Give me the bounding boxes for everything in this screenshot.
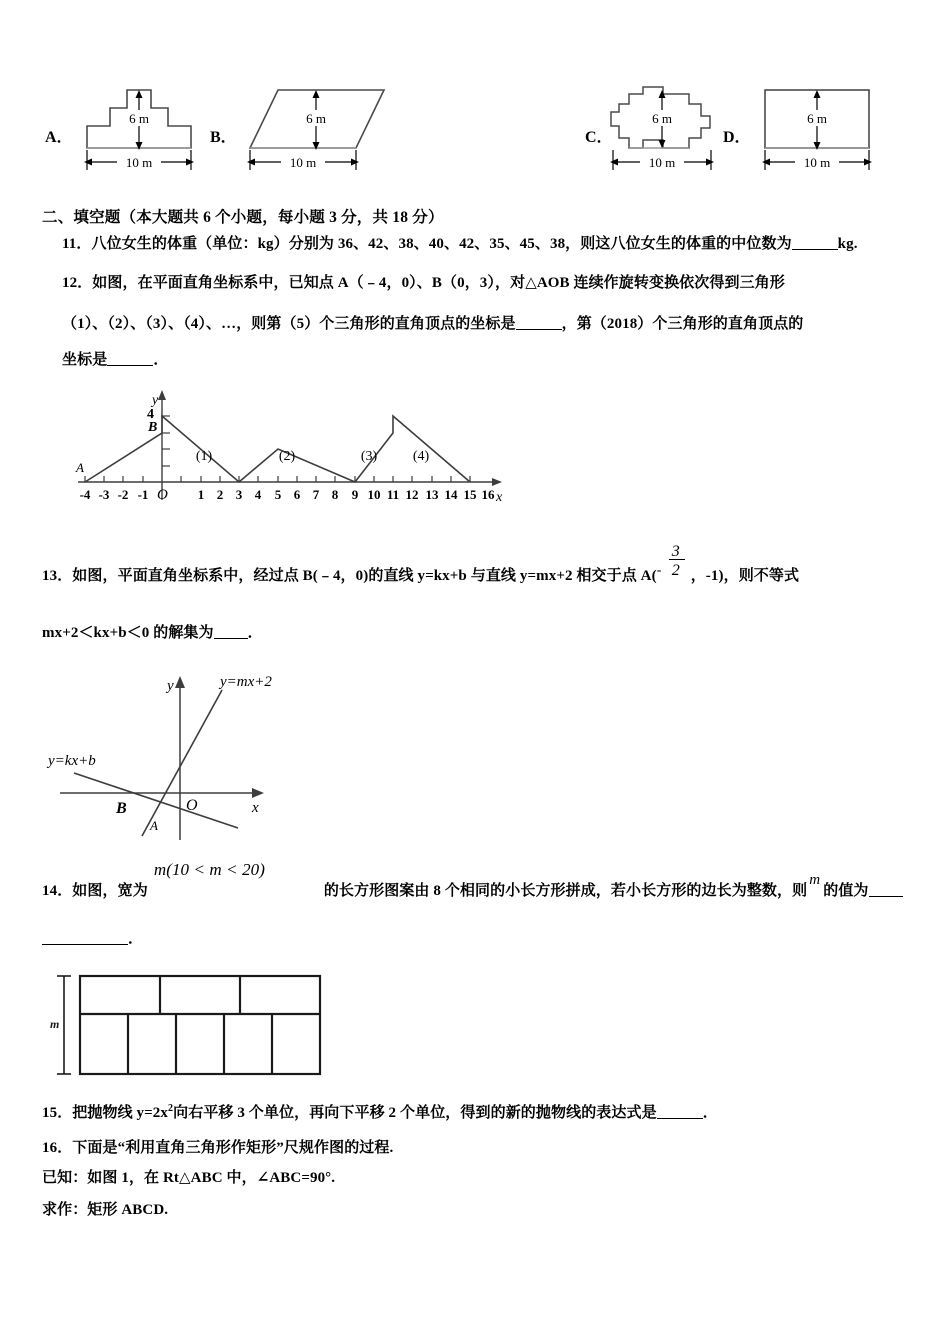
figure-q13-two-lines [34, 658, 334, 854]
q14-text-a: 14．如图，宽为 [42, 883, 148, 899]
q15-exponent: 2 [168, 1103, 174, 1114]
figure-choice-d [751, 78, 886, 178]
q12-xtick-15: 15 [463, 487, 477, 502]
dim-width-label-c: 10 m [648, 155, 676, 170]
q13-x-axis-label: x [252, 800, 259, 816]
q12-region-label-4: (4) [412, 449, 430, 464]
question-13-line-1 [42, 543, 800, 587]
q13-series-label-kxb: y=kx+b [48, 753, 96, 769]
q12-answer-blank-2[interactable] [107, 351, 153, 366]
q12-line2-text-a: （1）、（2）、（3）、（4）、…，则第（5）个三角形的直角顶点的坐标是 [62, 316, 516, 332]
q14-condition-expression: m(10 < m < 20) [153, 860, 266, 879]
choice-letter-c: C． [585, 129, 613, 146]
q12-y-axis-label: y [152, 393, 159, 408]
question-14-line-1 [42, 860, 903, 902]
q13-point-B-label: B [116, 800, 127, 817]
question-12-line-2 [62, 313, 803, 335]
dim-height-label-b: 6 m [306, 111, 326, 126]
section-heading-fill-in-blank: 二、填空题（本大题共 6 个小题，每小题 3 分，共 18 分） [42, 209, 444, 226]
figure-choice-c [607, 78, 725, 178]
q12-origin-label: O [157, 487, 168, 503]
question-12-line-3 [62, 349, 168, 371]
q13-line-y-equals-mx-plus-2 [142, 690, 222, 836]
q12-region-label-2: (2) [278, 449, 296, 464]
question-16-line-2: 已知：如图 1，在 Rt△ABC 中，∠ABC=90°. [42, 1170, 336, 1186]
q12-region-label-3: (3) [360, 449, 378, 464]
choice-letter-a: A． [45, 129, 73, 146]
q12-xtick--3: -3 [98, 487, 110, 502]
q14-width-condition [148, 860, 324, 895]
q12-point-A-label: A [76, 460, 84, 475]
figure-q14-tiled-rectangle [42, 968, 332, 1086]
q15-text-b: 向右平移 3 个单位，再向下平移 2 个单位，得到的新的抛物线的表达式是 [173, 1105, 657, 1121]
question-11 [62, 233, 858, 255]
q13-series-label-mx2: y=mx+2 [220, 674, 272, 690]
q12-x-axis-label: x [496, 490, 503, 505]
dim-width-label-a: 10 m [125, 155, 153, 170]
question-16-line-1: 16．下面是“利用直角三角形作矩形”尺规作图的过程. [42, 1140, 394, 1156]
q12-xtick-12: 12 [405, 487, 419, 502]
figure-q12-rotation-triangles [44, 382, 504, 514]
q14-m-symbol-wrap [807, 872, 823, 895]
dim-height-label-a: 6 m [129, 111, 149, 126]
q14-height-label: m [50, 1017, 60, 1031]
choice-letter-d: D． [723, 129, 751, 146]
figure-choice-b [238, 78, 393, 178]
choice-option-b[interactable] [210, 78, 400, 188]
q12-point-B-label: B [148, 420, 158, 435]
q14-answer-blank-inline[interactable] [869, 882, 903, 897]
q13-fraction-neg-three-halves [656, 543, 691, 581]
question-14-line-2 [42, 928, 143, 950]
q13-text-a: 13．如图，平面直角坐标系中，经过点 B(﹣4，0)的直线 y=kx+b 与直线 y=mx+2 相交于点 A( [42, 568, 657, 584]
q12-xtick-16: 16 [481, 487, 495, 502]
q11-text: 11．八位女生的体重（单位：kg）分别为 36、42、38、40、42、35、45、38，则这八位女生的体重的中位数为 [62, 236, 792, 252]
q12-xtick-14: 14 [444, 487, 458, 502]
q12-xtick-4: 4 [254, 487, 262, 502]
q13-frac-numerator: 3 [671, 543, 680, 560]
question-12-line-1: 12．如图，在平面直角坐标系中，已知点 A（﹣4，0）、B（0，3），对△AOB 连续作旋转变换依次得到三角形 [62, 275, 785, 291]
choice-options-row [0, 78, 950, 188]
q12-region-label-1: (1) [195, 449, 213, 464]
choice-option-a[interactable] [45, 78, 205, 188]
q12-ytick-4: 4 [147, 407, 154, 422]
q12-xtick--2: -2 [117, 487, 129, 502]
q11-answer-blank[interactable] [792, 235, 838, 250]
choice-letter-b: B． [210, 129, 237, 146]
q13-frac-denominator: 2 [671, 562, 680, 579]
q13-answer-blank[interactable] [214, 624, 248, 639]
dim-width-label-b: 10 m [289, 155, 317, 170]
q12-xtick-5: 5 [274, 487, 282, 502]
q12-xtick--1: -1 [137, 487, 149, 502]
q12-line3-period: ． [153, 352, 169, 368]
q14-period: ． [128, 931, 144, 947]
q14-answer-blank[interactable] [42, 930, 128, 945]
q12-xtick-2: 2 [216, 487, 224, 502]
q13-frac-minus: - [656, 563, 662, 578]
q15-text-a: 15．把抛物线 y=2x [42, 1105, 168, 1121]
q12-xtick-11: 11 [386, 487, 400, 502]
q12-line3-text: 坐标是 [62, 352, 108, 368]
q14-m-symbol: m [809, 872, 821, 888]
q12-xtick-1: 1 [197, 487, 205, 502]
dim-height-label-d: 6 m [807, 111, 827, 126]
q13-origin-label: O [186, 797, 198, 814]
q13-y-axis-label: y [167, 678, 174, 694]
q12-xtick-8: 8 [331, 487, 339, 502]
choice-option-c[interactable] [585, 78, 725, 188]
question-16-line-3: 求作：矩形 ABCD. [42, 1202, 169, 1218]
figure-choice-a [75, 78, 205, 178]
q15-answer-blank[interactable] [657, 1104, 703, 1119]
q11-unit: kg. [837, 236, 858, 252]
question-13-line-2 [42, 622, 263, 644]
q13-text-c: mx+2＜kx+b＜0 的解集为 [42, 625, 214, 641]
q12-xtick-6: 6 [293, 487, 301, 502]
q12-line2-text-b: ，第（2018）个三角形的直角顶点的 [561, 316, 804, 332]
q12-xtick-7: 7 [312, 487, 320, 502]
q12-xtick-3: 3 [235, 487, 243, 502]
q12-xtick-13: 13 [425, 487, 439, 502]
q13-point-A-label: A [150, 818, 158, 833]
dim-height-label-c: 6 m [652, 111, 672, 126]
q15-period: ． [702, 1105, 718, 1121]
choice-option-d[interactable] [723, 78, 903, 188]
q12-xtick-9: 9 [351, 487, 359, 502]
dim-width-label-d: 10 m [803, 155, 831, 170]
q14-text-b: 的长方形图案由 8 个相同的小长方形拼成，若小长方形的边长为整数，则 [323, 883, 808, 899]
q13-period: ． [247, 625, 263, 641]
q12-xtick-10: 10 [367, 487, 381, 502]
q13-text-b: ，-1)，则不等式 [690, 568, 800, 584]
q14-text-c: 的值为 [823, 883, 869, 899]
question-15 [42, 1098, 718, 1124]
q12-xtick--4: -4 [79, 487, 91, 502]
q12-answer-blank-1[interactable] [516, 315, 562, 330]
